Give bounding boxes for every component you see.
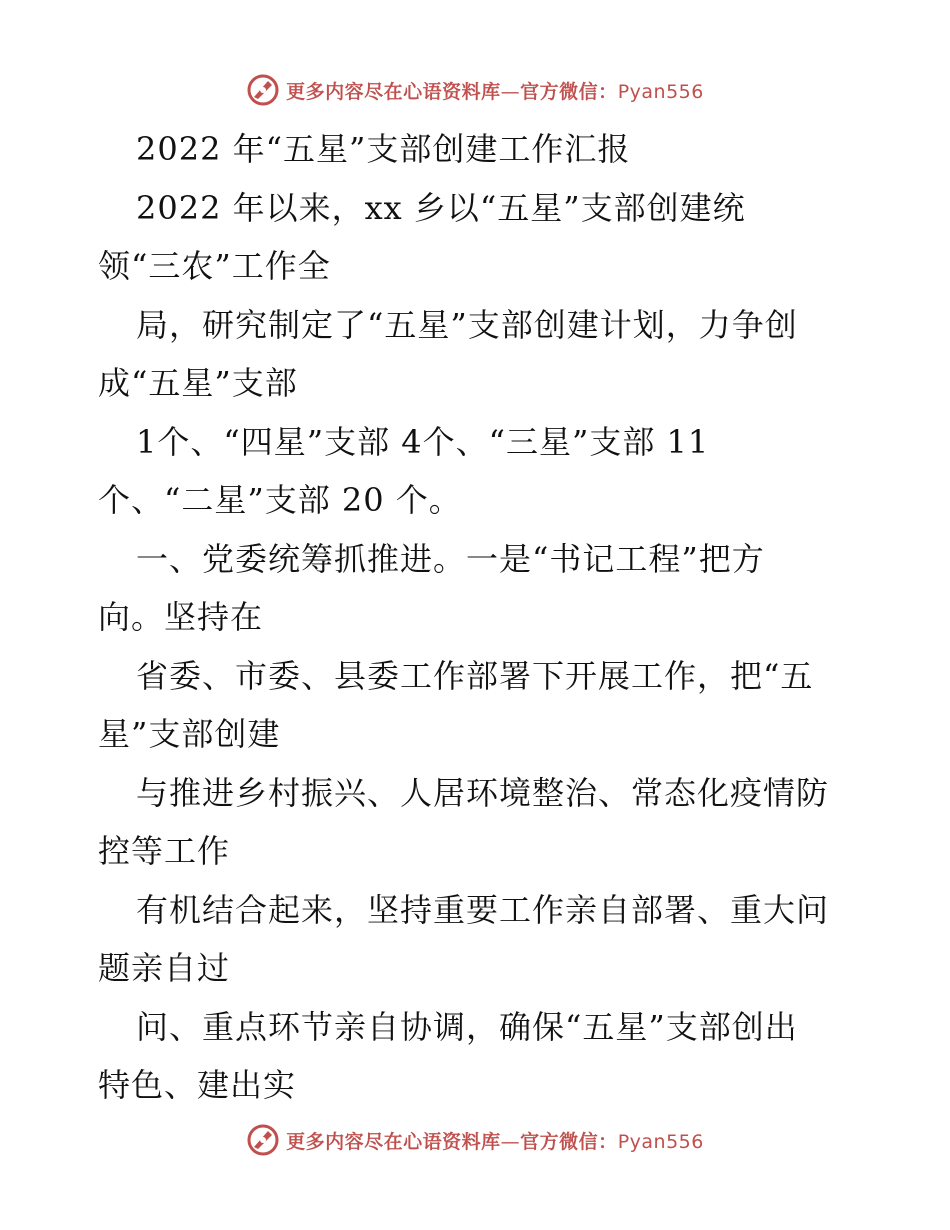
- text-line: 控等工作: [98, 832, 231, 870]
- footer-watermark-banner: [0, 1120, 950, 1160]
- text-line: 星”支部创建: [98, 715, 281, 753]
- header-watermark-banner: [0, 70, 950, 110]
- text-line: 个、“二星”支部 20 个。: [98, 481, 462, 519]
- text-line: 特色、建出实: [98, 1066, 297, 1104]
- text-line: 成“五星”支部: [98, 364, 298, 402]
- pen-logo-icon: [246, 73, 280, 107]
- text-line: 2022 年以来，xx 乡以“五星”支部创建统: [136, 188, 746, 227]
- banner-text: 更多内容尽在心语资料库—官方微信：Pyan556: [286, 80, 704, 103]
- document-title: 2022 年“五星”支部创建工作汇报: [136, 130, 631, 168]
- document-body: [98, 120, 858, 1115]
- text-line: 与推进乡村振兴、人居环境整治、常态化疫情防: [136, 773, 830, 812]
- text-line: 有机结合起来，坚持重要工作亲自部署、重大问: [136, 890, 830, 929]
- text-line: 1个、“四星”支部 4个、“三星”支部 11: [136, 422, 710, 461]
- text-line: 向。坚持在: [98, 598, 264, 636]
- pen-logo-icon: [246, 1123, 280, 1157]
- text-line: 领“三农”工作全: [98, 247, 331, 285]
- text-line: 题亲自过: [98, 949, 231, 987]
- text-line: 省委、市委、县委工作部署下开展工作，把“五: [136, 656, 814, 695]
- text-line: 问、重点环节亲自协调，确保“五星”支部创出: [136, 1007, 798, 1046]
- text-line: 局，研究制定了“五星”支部创建计划，力争创: [136, 305, 798, 344]
- text-line: 一、党委统筹抓推进。一是“书记工程”把方: [136, 539, 765, 578]
- banner-text: 更多内容尽在心语资料库—官方微信：Pyan556: [286, 1130, 704, 1153]
